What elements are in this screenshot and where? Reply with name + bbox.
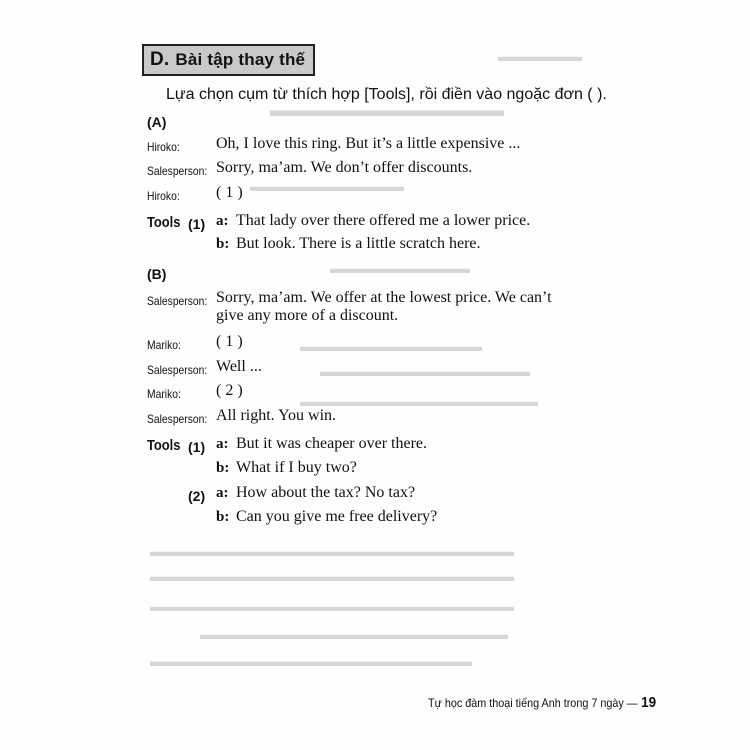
option-letter: b:: [216, 236, 230, 252]
dialogue-line: Sorry, ma’am. We don’t offer discounts.: [216, 159, 473, 176]
tools-label: Tools: [147, 437, 181, 454]
speaker-label: Salesperson:: [147, 363, 208, 377]
section-letter: D.: [150, 49, 170, 70]
option-letter: b:: [216, 460, 230, 476]
option-text: How about the tax? No tax?: [236, 484, 416, 501]
part-a-label: (A): [147, 114, 167, 130]
section-title: Bài tập thay thế: [175, 50, 306, 69]
option-letter: b:: [216, 509, 230, 525]
speaker-label: Hiroko:: [147, 189, 180, 203]
speaker-label: Salesperson:: [147, 294, 208, 308]
option-text: But it was cheaper over there.: [236, 435, 428, 452]
dialogue-line: All right. You win.: [216, 407, 337, 424]
section-header: [142, 44, 315, 76]
option-letter: a:: [216, 436, 229, 452]
option-text: Can you give me free delivery?: [236, 508, 438, 525]
option-text: That lady over there offered me a lower price.: [236, 212, 531, 229]
tools-label: Tools: [147, 214, 181, 231]
book-page: ▬▬▬▬▬▬ ▬▬▬▬▬▬▬▬▬▬▬▬▬ ▬▬▬▬▬▬▬▬▬▬▬ ▬▬▬▬▬▬▬▬▬▬ ▬▬▬▬▬▬▬▬▬▬▬▬▬ ▬▬▬▬▬▬▬▬▬▬▬▬▬▬▬ ▬▬▬▬▬▬▬▬▬▬▬▬▬▬▬▬▬ ▬▬▬▬▬▬▬▬▬▬▬▬▬▬▬▬▬▬▬▬▬▬▬▬▬▬ ▬▬▬▬▬▬▬▬▬▬▬▬▬▬▬▬▬▬▬▬▬▬▬▬▬▬ ▬▬▬▬▬▬▬▬▬▬▬▬▬▬▬▬▬▬▬▬▬▬▬▬▬▬ ▬▬▬▬▬▬▬▬▬▬▬▬▬▬▬▬▬▬▬▬▬▬ ▬▬▬▬▬▬▬▬▬▬▬▬▬▬▬▬▬▬▬▬▬▬▬ D. Bài tập thay thế Lựa chọn cụm từ thích hợp [Tools], rồi điền vào ngoặc đơn ( ). (A) Hiroko: Oh, I love this ring. But it’s a little expensive ... Salesperson: Sorry, ma’am. We don’t offer discounts. Hiroko: ( 1 ) Tools (1) a: That lady over there offered me a lower price. b: But look. There is a little scratch here. (B) Salesperson: Sorry, ma’am. We offer at the lowest price. We can’t give any more of a discount. Mariko: ( 1 ) Salesperson: Well ... Mariko: ( 2 ) Salesperson: All right. You win. Tools (1) a: But it was cheaper over there. b: What if I buy two? (2) a: How about the tax? No tax? b: Can you give me free delivery? Tự học đàm thoại tiếng Anh trong 7 ngày — 19: [0, 0, 750, 750]
dialogue-line-cont: give any more of a discount.: [216, 307, 399, 324]
page-footer: [428, 694, 656, 711]
blank-slot-1: ( 1 ): [216, 184, 243, 201]
dialogue-line: Oh, I love this ring. But it’s a little expensive ...: [216, 135, 521, 152]
speaker-label: Hiroko:: [147, 140, 180, 154]
tools-number: (2): [188, 488, 206, 504]
speaker-label: Mariko:: [147, 338, 181, 352]
page-number: 19: [641, 694, 657, 711]
option-text: What if I buy two?: [236, 459, 357, 476]
speaker-label: Mariko:: [147, 387, 181, 401]
speaker-label: Salesperson:: [147, 164, 208, 178]
tools-number: (1): [188, 216, 206, 232]
part-b-label: (B): [147, 266, 167, 282]
blank-slot-2: ( 2 ): [216, 382, 243, 399]
speaker-label: Salesperson:: [147, 412, 208, 426]
instruction-text: Lựa chọn cụm từ thích hợp [Tools], rồi điền vào ngoặc đơn ( ).: [166, 86, 607, 103]
footer-book-title: Tự học đàm thoại tiếng Anh trong 7 ngày —: [428, 696, 638, 710]
dialogue-line: Well ...: [216, 358, 262, 375]
option-letter: a:: [216, 213, 229, 229]
option-letter: a:: [216, 485, 229, 501]
option-text: But look. There is a little scratch here.: [236, 235, 481, 252]
blank-slot-1: ( 1 ): [216, 333, 243, 350]
dialogue-line: Sorry, ma’am. We offer at the lowest price. We can’t: [216, 289, 552, 306]
tools-number: (1): [188, 439, 206, 455]
